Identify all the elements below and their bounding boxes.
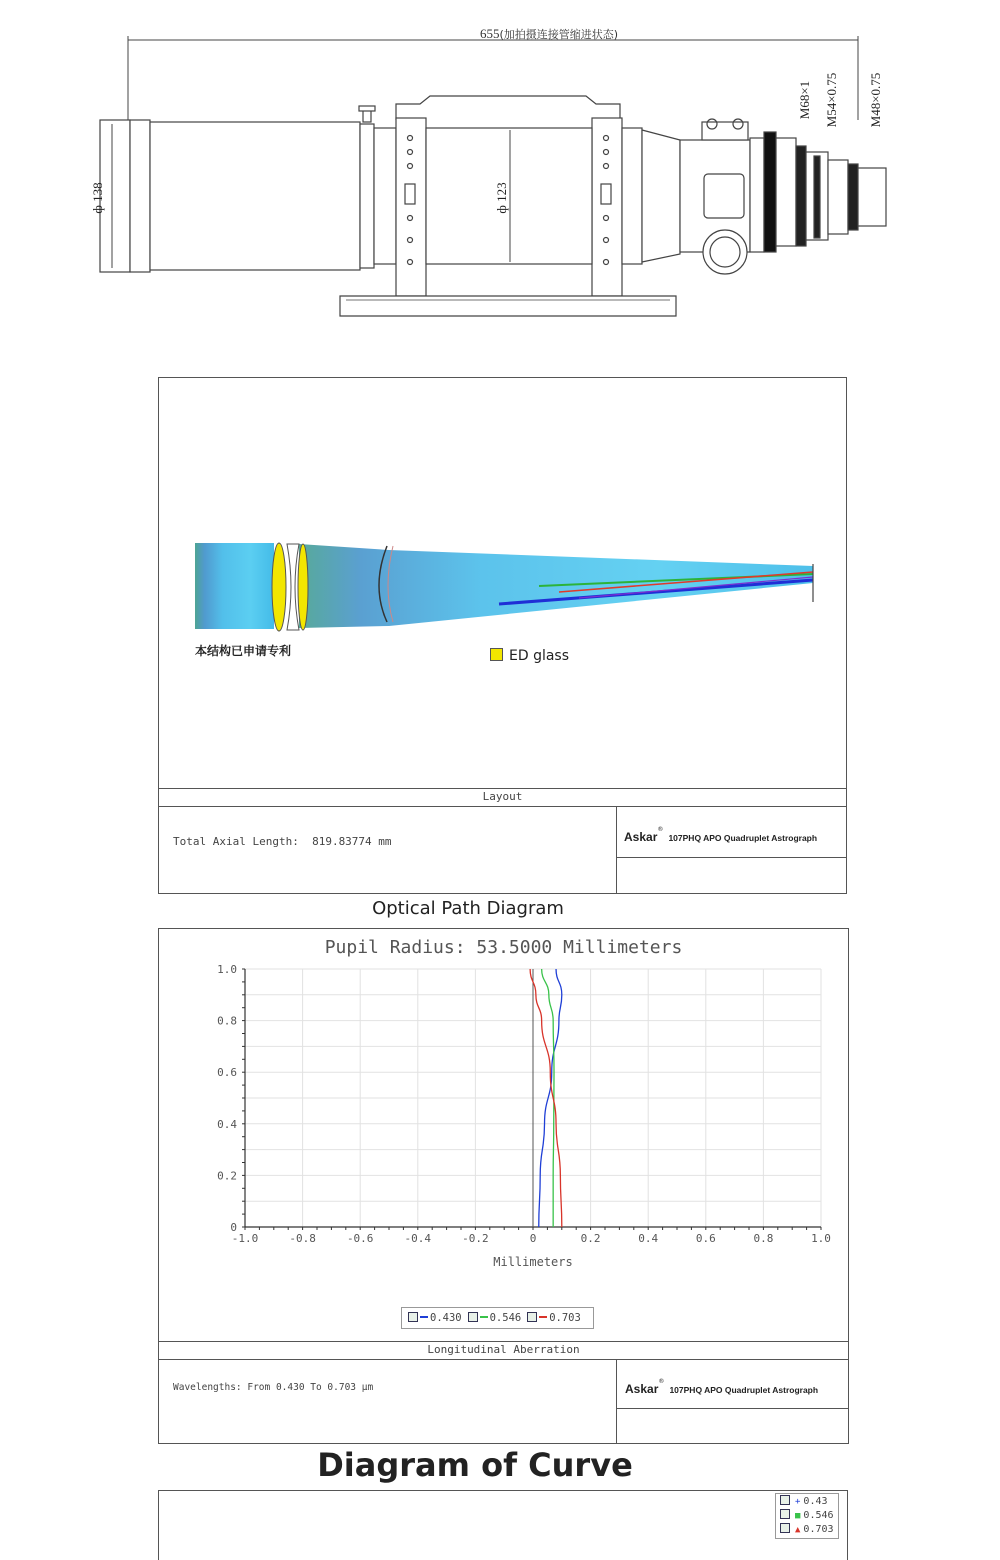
overall-length-label bbox=[480, 26, 618, 42]
x-tick-label: 0.8 bbox=[753, 1232, 774, 1245]
legend-marker-icon: ■ bbox=[795, 1511, 801, 1521]
x-tick-label: -1.0 bbox=[231, 1232, 259, 1245]
patent-note: 本结构已申请专利 bbox=[195, 644, 292, 658]
y-tick-label: 1.0 bbox=[217, 963, 237, 976]
checkbox-icon[interactable] bbox=[527, 1312, 537, 1322]
thread-m68-label: M68×1 bbox=[797, 80, 812, 120]
legend-line-swatch bbox=[480, 1316, 488, 1318]
legend-marker-icon: + bbox=[795, 1497, 801, 1507]
x-tick-label: -0.8 bbox=[289, 1232, 316, 1245]
aberration-model-name: 107PHQ APO Quadruplet Astrograph bbox=[669, 1385, 819, 1395]
legend-item bbox=[468, 1312, 522, 1324]
askar-logo-2: Askar bbox=[625, 1382, 659, 1396]
y-tick-label: 0 bbox=[230, 1221, 237, 1234]
x-tick-label: 0.4 bbox=[638, 1232, 659, 1245]
askar-registered-2: ® bbox=[658, 1378, 665, 1385]
legend-label: 0.703 bbox=[803, 1524, 834, 1535]
wavelength-range: Wavelengths: From 0.430 To 0.703 µm bbox=[173, 1382, 374, 1393]
x-tick-label: 1.0 bbox=[811, 1232, 831, 1245]
layout-panel bbox=[158, 377, 847, 894]
legend-line-swatch bbox=[420, 1316, 428, 1318]
legend-label: 0.703 bbox=[549, 1312, 581, 1324]
x-tick-label: -0.2 bbox=[462, 1232, 489, 1245]
legend-label: 0.546 bbox=[489, 1312, 522, 1324]
overall-length-value: 655 bbox=[480, 26, 500, 41]
y-tick-label: 0.4 bbox=[217, 1117, 237, 1131]
bottom-legend bbox=[775, 1493, 839, 1539]
askar-logo: Askar bbox=[624, 830, 658, 844]
thread-m48-label: M48×0.75 bbox=[868, 72, 883, 128]
aberration-title: Pupil Radius: 53.5000 Millimeters bbox=[324, 937, 683, 958]
chart-xlabel: Millimeters bbox=[493, 1255, 573, 1269]
bottom-legend-item bbox=[780, 1495, 834, 1509]
ed-glass-swatch bbox=[490, 648, 503, 661]
bottom-legend-item bbox=[780, 1509, 834, 1523]
x-tick-label: 0.6 bbox=[695, 1232, 716, 1245]
legend-item bbox=[408, 1312, 462, 1324]
aberration-panel bbox=[158, 928, 849, 1444]
y-tick-label: 0.2 bbox=[217, 1169, 237, 1183]
x-tick-label: 0.2 bbox=[580, 1232, 601, 1245]
inner-diameter-label: ф 123 bbox=[494, 182, 509, 214]
legend-marker-icon: ▲ bbox=[795, 1525, 801, 1535]
y-tick-label: 0.6 bbox=[217, 1066, 237, 1080]
ed-glass-label: ED glass bbox=[509, 648, 570, 664]
overall-length-note: (加拍摄连接管缩进状态) bbox=[499, 28, 619, 41]
checkbox-icon[interactable] bbox=[468, 1312, 478, 1322]
legend-label: 0.43 bbox=[803, 1496, 828, 1507]
total-axial-length: Total Axial Length: 819.83774 mm bbox=[173, 835, 392, 848]
legend-line-swatch bbox=[539, 1316, 547, 1318]
askar-registered: ® bbox=[657, 826, 664, 833]
bottom-panel bbox=[158, 1490, 848, 1560]
legend-label: 0.430 bbox=[430, 1312, 462, 1324]
ed-glass-legend bbox=[490, 648, 569, 664]
x-tick-label: 0 bbox=[529, 1232, 537, 1245]
layout-footer-title: Layout bbox=[482, 790, 523, 803]
checkbox-icon[interactable] bbox=[780, 1495, 790, 1505]
aberration-footer-title: Longitudinal Aberration bbox=[427, 1343, 580, 1356]
legend-label: 0.546 bbox=[803, 1510, 834, 1521]
checkbox-icon[interactable] bbox=[780, 1509, 790, 1519]
layout-brand-block bbox=[624, 826, 817, 845]
aberration-brand-block bbox=[625, 1378, 818, 1397]
x-tick-label: -0.6 bbox=[346, 1232, 374, 1245]
layout-footer bbox=[159, 788, 846, 894]
legend-item bbox=[527, 1312, 581, 1324]
x-tick-label: -0.4 bbox=[404, 1232, 432, 1245]
curve-diagram-caption: Diagram of Curve bbox=[317, 1446, 633, 1484]
longitudinal-aberration-chart bbox=[159, 929, 848, 1329]
bottom-legend-item bbox=[780, 1523, 834, 1537]
y-tick-label: 0.8 bbox=[217, 1014, 237, 1028]
aberration-legend bbox=[401, 1307, 594, 1329]
tube-diameter-label: ф 138 bbox=[90, 182, 105, 214]
thread-m54-label: M54×0.75 bbox=[824, 72, 839, 128]
checkbox-icon[interactable] bbox=[408, 1312, 418, 1322]
optical-path-caption: Optical Path Diagram bbox=[372, 898, 564, 919]
checkbox-icon[interactable] bbox=[780, 1523, 790, 1533]
optical-ray-trace bbox=[159, 378, 846, 788]
aberration-footer bbox=[159, 1341, 848, 1444]
layout-model-name: 107PHQ APO Quadruplet Astrograph bbox=[668, 833, 818, 843]
